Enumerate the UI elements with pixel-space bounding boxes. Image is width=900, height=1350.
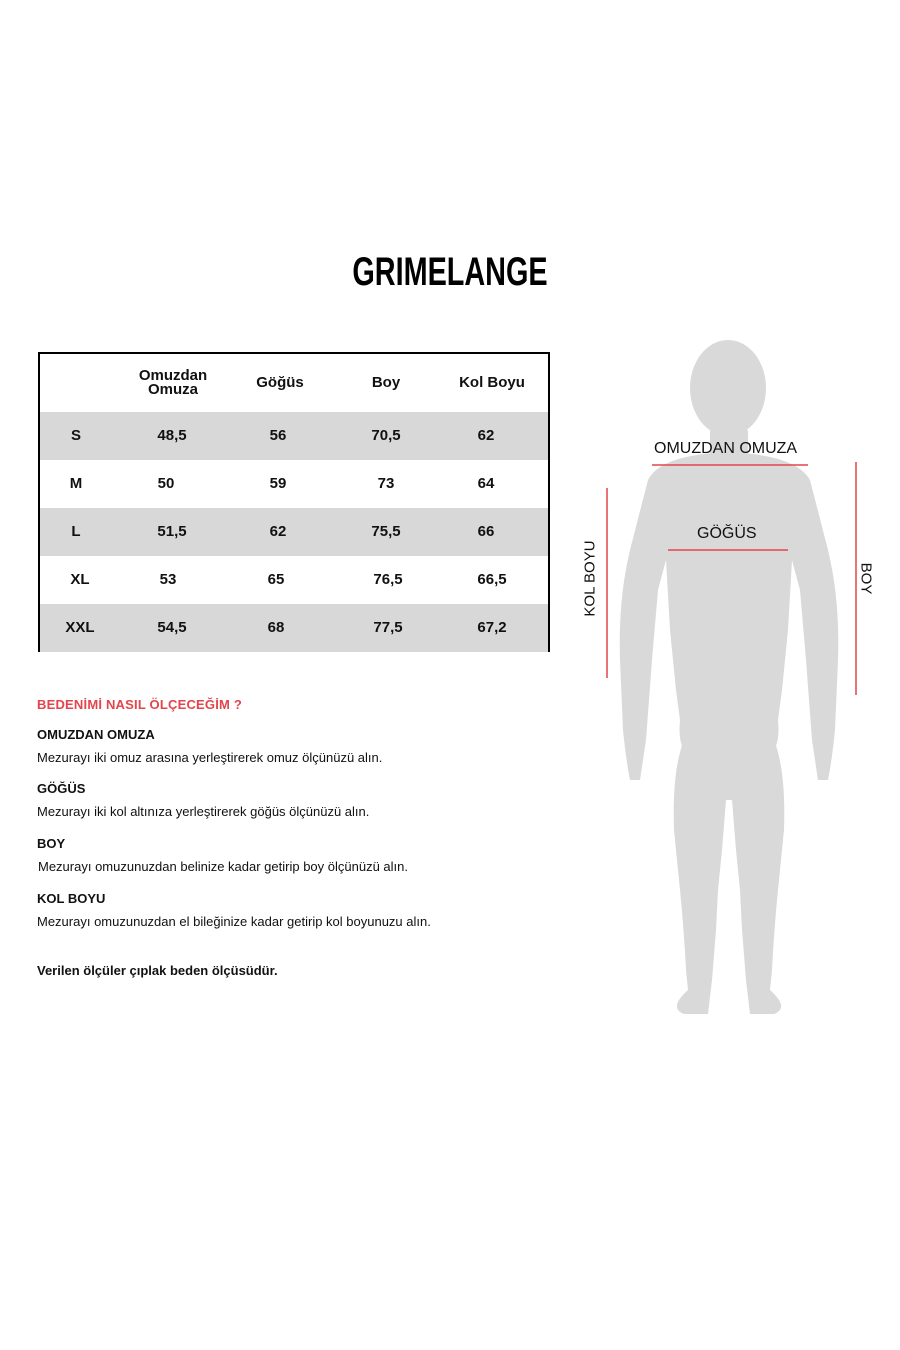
omuz-value: 53 [159,571,177,588]
how-item-length [37,836,408,874]
header-omuzdan-line2: Omuza [147,381,198,398]
torso-shape [620,452,839,780]
how-to-measure [37,697,557,929]
header-kol-boyu: Kol Boyu [459,374,525,391]
boy-value: 70,5 [371,427,401,444]
boy-value: 75,5 [371,523,401,540]
body-figure [560,330,900,1030]
size-label: XL [70,571,90,588]
legs-shape [674,740,785,1014]
table-row [40,460,548,508]
size-label: L [71,523,81,540]
omuz-value: 54,5 [157,619,187,636]
how-to-title: BEDENİMİ NASIL ÖLÇECEĞİM ? [37,697,243,712]
how-desc: Mezurayı iki kol altınıza yerleştirerek göğüs ölçünüzü alın. [37,804,370,819]
body-silhouette [560,330,900,1030]
how-desc: Mezurayı omuzunuzdan el bileğinize kadar getirip kol boyunuzu alın. [37,914,431,929]
kol-value: 64 [477,475,495,492]
header-omuzdan [128,354,218,412]
header-boy: Boy [371,374,401,391]
kol-value: 66,5 [477,571,507,588]
how-item-sleeve [37,891,431,929]
how-head: KOL BOYU [37,891,106,906]
header-gogus: Göğüs [256,374,304,391]
shoulder-label: OMUZDAN OMUZA [654,440,798,457]
brand-title: GRIMELANGE [352,250,548,294]
how-desc: Mezurayı iki omuz arasına yerleştirerek omuz ölçünüzü alın. [37,750,383,765]
omuz-value: 50 [157,475,175,492]
table-header-row [40,354,548,412]
omuz-value: 51,5 [157,523,187,540]
kol-value: 66 [477,523,495,540]
how-head: BOY [37,836,66,851]
how-head: OMUZDAN OMUZA [37,727,155,742]
kol-value: 67,2 [477,619,507,636]
gogus-value: 59 [269,475,287,492]
how-desc: Mezurayı omuzunuzdan belinize kadar getirip boy ölçünüzü alın. [38,859,408,874]
how-item-shoulder [37,727,382,765]
gogus-value: 62 [269,523,287,540]
length-label: BOY [857,562,875,595]
gogus-value: 65 [267,571,285,588]
boy-value: 76,5 [373,571,403,588]
footnote: Verilen ölçüler çıplak beden ölçüsüdür. [37,963,278,978]
table-row [40,412,548,460]
chest-label: GÖĞÜS [697,525,757,542]
how-head: GÖĞÜS [37,781,86,796]
table-row [40,604,548,652]
boy-value: 77,5 [373,619,403,636]
omuz-value: 48,5 [157,427,187,444]
table-row [40,508,548,556]
size-label: XXL [65,619,95,636]
boy-value: 73 [377,475,395,492]
table-row [40,556,548,604]
head-shape [690,340,766,436]
kol-value: 62 [477,427,495,444]
gogus-value: 56 [269,427,287,444]
header-omuzdan-line1: Omuzdan [138,367,208,384]
size-label: M [69,475,83,492]
sleeve-label: KOL BOYU [581,540,599,617]
size-table [38,352,550,652]
gogus-value: 68 [267,619,285,636]
size-label: S [70,427,81,444]
how-item-chest [37,781,369,819]
